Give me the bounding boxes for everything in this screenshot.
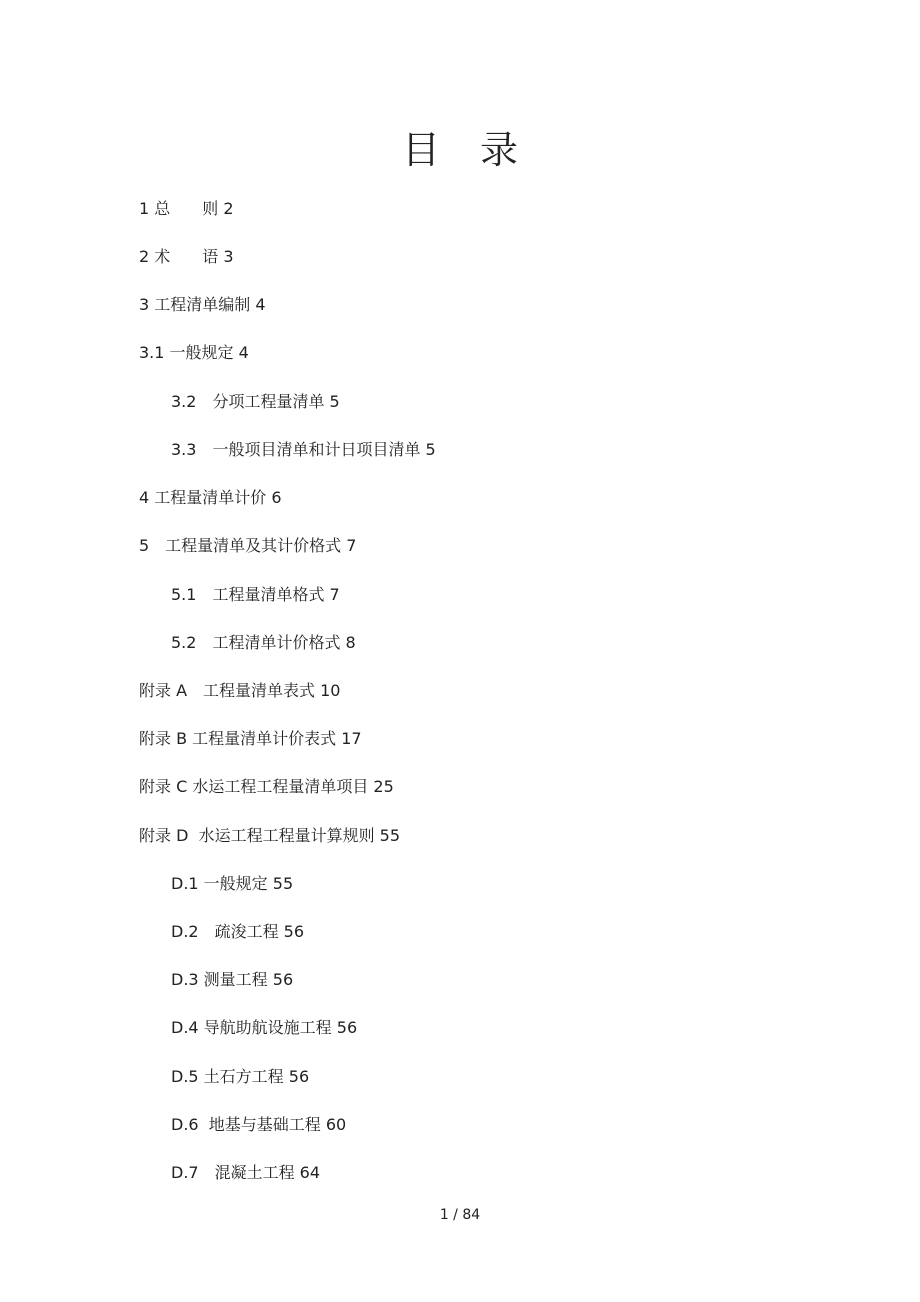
toc-entry[interactable]: 1 总 则 2 xyxy=(139,199,234,218)
toc-entry[interactable]: 附录 D 水运工程工程量计算规则 55 xyxy=(139,826,401,845)
toc-entry[interactable]: 3.1 一般规定 4 xyxy=(139,343,249,362)
toc-entry[interactable]: 3 工程清单编制 4 xyxy=(139,295,266,314)
toc-entry[interactable]: D.3 测量工程 56 xyxy=(171,970,294,989)
toc-entry[interactable]: 4 工程量清单计价 6 xyxy=(139,488,282,507)
toc-entry[interactable]: 3.3 一般项目清单和计日项目清单 5 xyxy=(171,440,436,459)
toc-entry[interactable]: 5.2 工程清单计价格式 8 xyxy=(171,633,356,652)
toc-entry[interactable]: 3.2 分项工程量清单 5 xyxy=(171,392,340,411)
toc-entry[interactable]: 5.1 工程量清单格式 7 xyxy=(171,585,340,604)
page-number: 1 / 84 xyxy=(439,1207,481,1223)
page-title: 目 录 xyxy=(401,128,533,172)
toc-entry[interactable]: D.2 疏浚工程 56 xyxy=(171,922,305,941)
toc-entry[interactable]: 2 术 语 3 xyxy=(139,247,234,266)
toc-entry[interactable]: 附录 B 工程量清单计价表式 17 xyxy=(139,729,362,748)
toc-entry[interactable]: D.6 地基与基础工程 60 xyxy=(171,1115,347,1134)
toc-entry[interactable]: D.5 土石方工程 56 xyxy=(171,1067,310,1086)
toc-entry[interactable]: D.4 导航助航设施工程 56 xyxy=(171,1018,358,1037)
toc-entry[interactable]: 附录 C 水运工程工程量清单项目 25 xyxy=(139,777,394,796)
toc-entry[interactable]: D.7 混凝土工程 64 xyxy=(171,1163,321,1182)
toc-entry[interactable]: D.1 一般规定 55 xyxy=(171,874,294,893)
toc-entry[interactable]: 附录 A 工程量清单表式 10 xyxy=(139,681,341,700)
toc-entry[interactable]: 5 工程量清单及其计价格式 7 xyxy=(139,536,357,555)
